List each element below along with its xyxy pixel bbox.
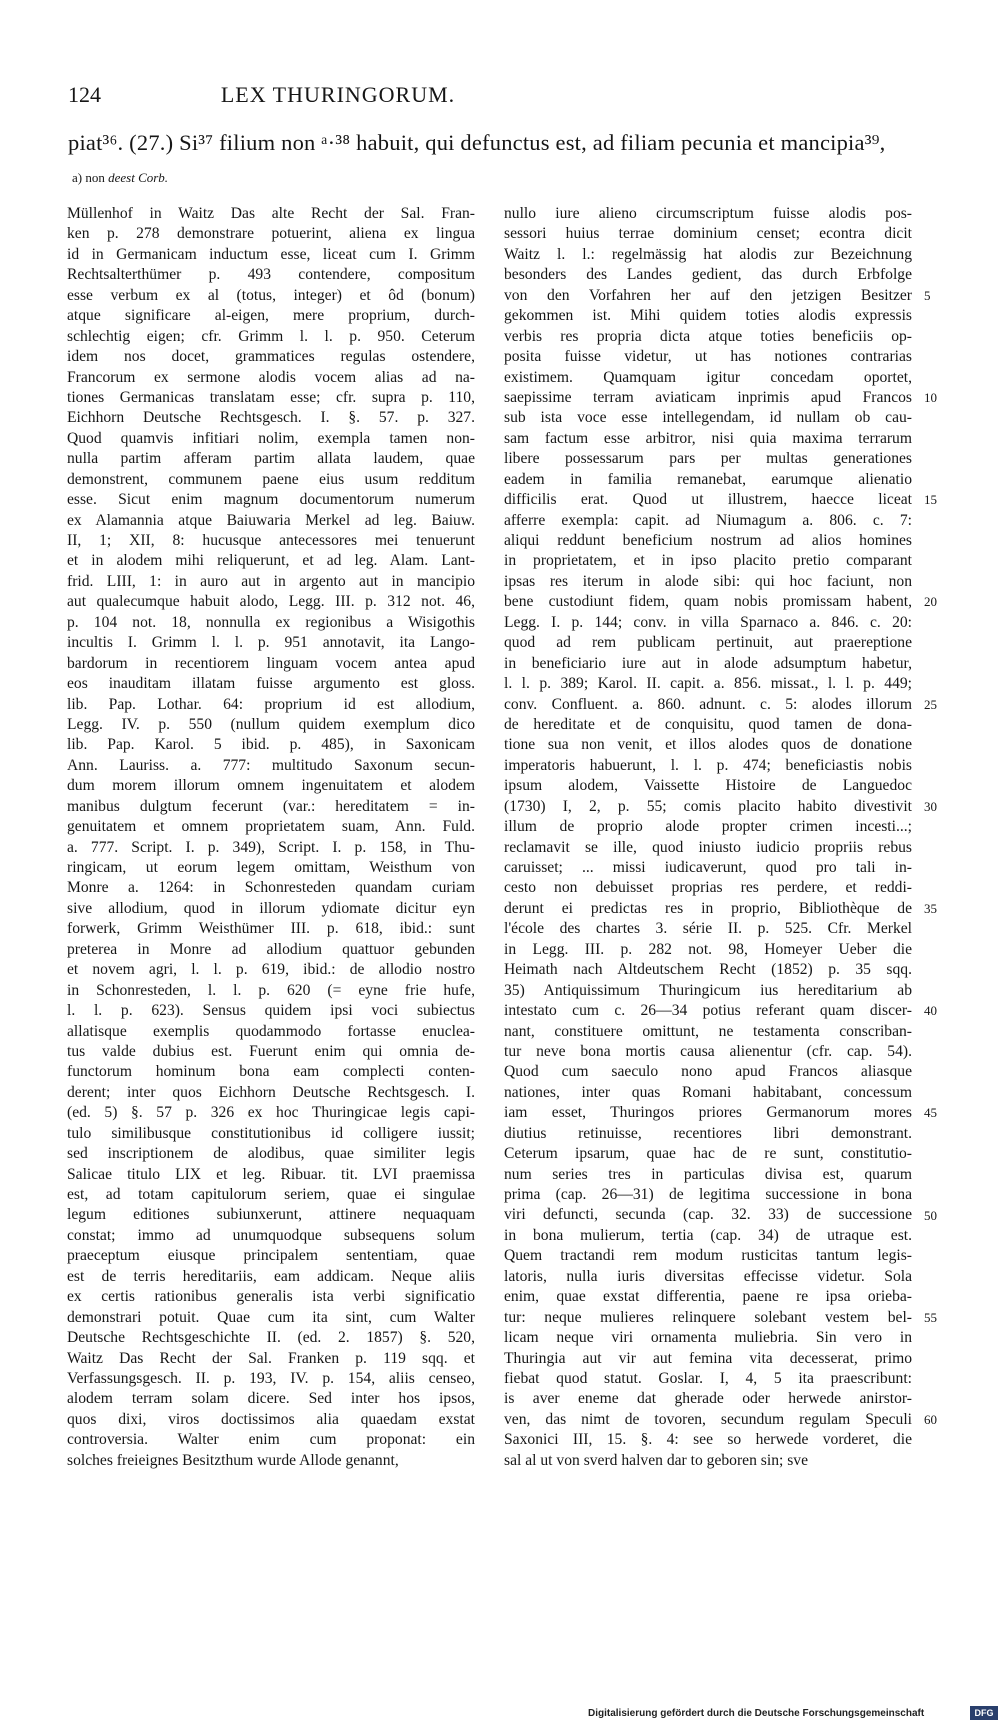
text-line: eadem in familia remanebat, earumque alienatio [504, 470, 912, 488]
text-line: bene custodiunt fidem, quam nobis promissam habent, [504, 593, 912, 611]
text-line: sub ista voce esse intellegendam, id nullam ob cau- [504, 409, 912, 427]
text-line: l. l. p. 389; Karol. II. capit. a. 856. missat., l. l. p. 449; [504, 675, 912, 693]
text-line: in proprietatem, et in ipso placito pretio comparant [504, 552, 912, 570]
text-line: demonstrari potuit. Quae cum ita sint, cum Walter [67, 1308, 475, 1326]
text-line: prima (cap. 26—31) de legitima successione in bona [504, 1186, 912, 1203]
page-number: 124 [68, 82, 101, 107]
text-line: incultis I. Grimm l. l. p. 951 annotavit, ita Lango- [67, 634, 475, 652]
text-line: Heimath nach Altdeutschem Recht (1852) p. 35 sqq. [504, 961, 912, 979]
text-line: esse verbum ex al (totus, integer) et ôd (bonum) [67, 286, 475, 304]
line-number: 40 [924, 1003, 937, 1019]
text-line: Salicae titulo LIX et leg. Ribuar. tit. LVI praemissa [67, 1165, 475, 1183]
text-line: tulo similibusque constitutionibus id colligere iussit; [67, 1124, 475, 1142]
text-line: genuitatem et omnem proprietatem suam, Ann. Fuld. [67, 818, 475, 836]
line-number: 55 [924, 1309, 937, 1325]
line-number: 35 [924, 900, 937, 916]
text-line: lib. Pap. Karol. 5 ibid. p. 485), in Saxonicam [67, 736, 475, 754]
line-number: 60 [924, 1411, 937, 1427]
text-line: ex Alamannia atque Baiuwaria Merkel ad leg. Baiuw. [67, 511, 475, 529]
line-number: 10 [924, 389, 937, 405]
text-line: conv. Confluent. a. 860. adnunt. c. 5: alodes illorum [504, 695, 912, 713]
text-line: praeceptum eiusque principalem sententiam, quae [67, 1247, 475, 1265]
text-line: tiones Germanicas translatam esse; cfr. supra p. 110, [67, 388, 475, 406]
footnote [72, 170, 168, 186]
text-line: viri defuncti, secunda (cap. 32. 33) de successione [504, 1206, 912, 1224]
text-line: ex certis rationibus generalis ista verbi significatio [67, 1288, 475, 1306]
text-line: forwerk, Grimm Weisthümer III. p. 618, ibid.: sunt [67, 920, 475, 938]
text-line: iam esset, Thuringos priores Germanorum mores [504, 1104, 912, 1122]
text-line: cesto non debuisset proprias res perdere, et reddi- [504, 879, 912, 897]
text-line: (ed. 5) §. 57 p. 326 ex hoc Thuringicae legis capi- [67, 1104, 475, 1122]
text-line: illum de proprio alode propter crimen incesti...; [504, 818, 912, 836]
text-line: atque significare al-eigen, mere proprium, durch- [67, 307, 475, 325]
text-line: Legg. IV. p. 550 (nullum quidem exemplum dico [67, 715, 475, 733]
text-line: besonders des Landes gedient, das durch Erbfolge [504, 266, 912, 284]
text-line: est de terris hereditariis, eam addicam. Neque aliis [67, 1267, 475, 1285]
text-line: a. 777. Script. I. p. 349), Script. I. p. 158, in Thu- [67, 838, 475, 856]
digitization-credit: Digitalisierung gefördert durch die Deutsche Forschungsgemeinschaft [588, 1708, 925, 1719]
text-line: Verfassungsgesch. II. p. 193, IV. p. 154, aliis censeo, [67, 1369, 475, 1387]
text-line: imperatoris habuerunt, l. l. p. 474; beneficiastis nobis [504, 756, 912, 774]
text-line: Thuringia aut vir aut femina vita decesserat, primo [504, 1349, 912, 1367]
text-line: Quod quamvis infitiari nolim, exempla tamen non- [67, 429, 475, 447]
text-line: Saxonici III, 15. §. 4: see so herwede vorderet, die [504, 1431, 912, 1449]
text-line: quod ad rem publicam pertinuit, aut praereptione [504, 634, 912, 652]
text-line: ven, das nimt de tovoren, secundum regulam Speculi [504, 1410, 912, 1428]
line-number: 15 [924, 492, 937, 508]
text-line: id in Germanicam inductum esse, liceat cum I. Grimm [67, 245, 475, 263]
text-line: caruisset; ... missi iudicaverunt, quod pro tali in- [504, 859, 912, 876]
text-line: existimem. Quamquam igitur concedam oportet, [504, 368, 912, 386]
page-header [68, 82, 608, 112]
text-line: demonstrent, communem paene eius usum redditum [67, 470, 475, 488]
text-line: p. 104 not. 18, nonnulla ex regionibus a Wisigothis [67, 613, 475, 631]
text-line: esse. Sicut enim magnum documentorum numerum [67, 491, 475, 509]
text-line: Legg. I. p. 144; conv. in villa Sparnaco a. 846. c. 20: [504, 613, 912, 631]
text-line: is aver eneme dat gherade oder herwede anirstor- [504, 1390, 912, 1408]
text-line: Ceterum ipsarum, quae hac de re sunt, constitutio- [504, 1145, 912, 1163]
text-line: sed inscriptionem de alodibus, quae similiter legis [67, 1145, 475, 1163]
text-line: Quod cum saeculo nono apud Francos aliasque [504, 1063, 912, 1081]
text-line: nationes, inter quas Romani habitabant, concessum [504, 1083, 912, 1101]
text-line: est, ad totam capitulorum seriem, quae ei singulae [67, 1186, 475, 1203]
text-line: tur neve bona mortis causa alienentur (cfr. cap. 54). [504, 1042, 912, 1060]
text-line: verbis res propria dicta atque toties beneficiis op- [504, 327, 912, 345]
text-line: sive allodium, quod in illorum ydiomate dicitur eyn [67, 899, 475, 917]
text-line: Eichhorn Deutsche Rechtsgesch. I. §. 57. p. 327. [67, 409, 475, 427]
line-number: 45 [924, 1105, 937, 1121]
text-line: bardorum in recentiorem linguam vocem antea apud [67, 654, 475, 672]
footnote-italic: deest Corb. [108, 170, 169, 185]
text-line: de hereditate et de conquisitu, quod tamen de dona- [504, 715, 912, 733]
text-line: libere possessarum pars per multas generationes [504, 450, 912, 468]
text-line: schlechtig eigen; cfr. Grimm l. l. p. 950. Ceterum [67, 327, 475, 345]
text-line: alodem terram solam dicere. Sed inter hos ipsos, [67, 1390, 475, 1408]
commentary-column-right [504, 204, 912, 1471]
text-line: eos inauditam illatam fuisse argumento est gloss. [67, 675, 475, 693]
footnote-marker: a) [72, 170, 83, 185]
text-line: intestato cum c. 26—34 potius referant quam discer- [504, 1002, 912, 1020]
text-line: num series tres in particulas divisa est, quarum [504, 1165, 912, 1183]
text-line: Quem tractandi rem modum rusticitas tantum legis- [504, 1247, 912, 1265]
text-line: idem nos docet, grammatices regulas ostendere, [67, 348, 475, 366]
text-line: functorum hominum bona eam complecti conten- [67, 1063, 475, 1081]
text-line: tione sua non venit, et illos alodes quos de donatione [504, 736, 912, 754]
text-line: tur: neque mulieres relinquere solebant vestem bel- [504, 1308, 912, 1326]
text-line: ken p. 278 demonstrare potuerint, aliena ex lingua [67, 225, 475, 243]
text-line: in Schonresteden, l. l. p. 620 (= eyne frie hufe, [67, 981, 475, 999]
text-line: fiebat quod statut. Goslar. I, 4, 5 ita praescribunt: [504, 1369, 912, 1387]
text-line: Müllenhof in Waitz Das alte Recht der Sal. Fran- [67, 205, 475, 222]
text-line: l'école des chartes 3. série II. p. 525. Cfr. Merkel [504, 920, 912, 938]
text-line: tus valde dubius est. Fuerunt enim qui omnia de- [67, 1042, 475, 1060]
text-line: derunt ei predictas res in proprio, Bibliothèque de [504, 899, 912, 917]
text-line: ipsas res iterum in alode sibi: qui hoc faciunt, non [504, 572, 912, 590]
text-line: et in alodem mihi reliquerunt, et ad leg. Alam. Lant- [67, 552, 475, 570]
line-number: 30 [924, 798, 937, 814]
text-line: diutius retinuisse, recentiores libri demonstrant. [504, 1124, 912, 1142]
text-line: quos dixi, viros doctissimos alia quaedam exstat [67, 1410, 475, 1428]
text-line: in Legg. III. p. 282 not. 98, Homeyer Ueber die [504, 940, 912, 958]
text-line: Ann. Lauriss. a. 777: multitudo Saxonum secun- [67, 756, 475, 774]
commentary-column-left [67, 204, 475, 1471]
text-line: l. l. p. 623). Sensus quidem ipsi voci subiectus [67, 1002, 475, 1020]
text-line: nant, constituere omittunt, ne testamenta conscriban- [504, 1022, 912, 1040]
text-line: Waitz Das Recht der Sal. Franken p. 119 sqq. et [67, 1349, 475, 1367]
text-line: ipsum alodem, Vaissette Histoire de Languedoc [504, 777, 912, 795]
text-line: 35) Antiquissimum Thuringicum ius hereditarium ab [504, 981, 912, 999]
text-line: legum editiones subiunxerunt, attinere nequaquam [67, 1206, 475, 1224]
text-line: in bona mulierum, tertia (cap. 34) de utraque est. [504, 1226, 912, 1244]
text-line: manibus dulgtum fecerunt (var.: hereditatem = in- [67, 797, 475, 815]
text-line: constat; immo ad unumquodque subsequens solum [67, 1226, 475, 1244]
footnote-text: non [85, 170, 105, 185]
text-line: et novem agri, l. l. p. 619, ibid.: de allodio nostro [67, 961, 475, 979]
text-line: von den Vorfahren her auf den jetzigen Besitzer [504, 286, 912, 304]
text-line: aut qualecumque habuit alodo, Legg. III. p. 312 not. 46, [67, 593, 475, 611]
text-line: preterea in Monre ad allodium quattuor gebunden [67, 940, 475, 958]
text-line: ringicam, ut eorum legem omittam, Weisthum von [67, 859, 475, 876]
text-line: sal al ut von sverd halven dar to geboren sin; sve [504, 1451, 809, 1469]
text-line: frid. LIII, 1: in auro aut in argento aut in mancipio [67, 572, 475, 590]
text-line: lib. Pap. Lothar. 64: proprium id est allodium, [67, 695, 475, 713]
running-title: LEX THURINGORUM. [220, 82, 456, 107]
text-line: enim, quae exstat differentia, paene re ipsa orieba- [504, 1288, 912, 1306]
text-line: nulla partim afferam partim allata laudem, quae [67, 450, 475, 468]
text-line: Monre a. 1264: in Schonresteden quandam curiam [67, 879, 475, 897]
line-number: 20 [924, 594, 937, 610]
text-line: posita fuisse videtur, ut has notiones contrarias [504, 348, 912, 366]
text-line: Deutsche Rechtsgeschichte II. (ed. 2. 1857) §. 520, [67, 1329, 475, 1347]
text-line: in beneficiario iure aut in alode adsumptum habetur, [504, 654, 912, 672]
text-line: Rechtsalterthümer p. 493 contendere, compositum [67, 266, 475, 284]
text-line: sessori huius terrae dominium censet; econtra dicit [504, 225, 912, 243]
text-line: aliqui reddunt beneficium nostrum ad alios homines [504, 532, 912, 549]
line-number: 25 [924, 696, 937, 712]
text-line: controversia. Walter enim cum proponat: ein [67, 1431, 475, 1449]
text-line: licam neque viri ornamenta muliebria. Sin vero in [504, 1329, 912, 1347]
text-line: nullo iure alieno circumscriptum fuisse alodis pos- [504, 205, 912, 222]
text-line: II, 1; XII, 8: hucusque antecessores mei tenuerunt [67, 532, 475, 549]
text-line: Francorum ex sermone alodis vocem alias ad na- [67, 368, 475, 386]
text-line: latoris, nulla iuris diversitas effecisse videtur. Sola [504, 1267, 912, 1285]
text-line: derent; inter quos Eichhorn Deutsche Rechtsgesch. I. [67, 1083, 475, 1101]
text-line: sam factum esse arbitror, nisi quia maxima terrarum [504, 429, 912, 447]
text-line: saepissime terram aviaticam inprimis apud Francos [504, 388, 912, 406]
text-line: dum morem illorum omnem ingenuitatem et alodem [67, 777, 475, 795]
text-line: gekommen ist. Mihi quidem toties alodis expressis [504, 307, 912, 325]
main-text-line: piat³⁶. (27.) Si³⁷ filium non ᵃ·³⁸ habuit, qui defunctus est, ad filiam pecunia et mancipia³⁹, [68, 130, 886, 155]
text-line: (1730) I, 2, p. 55; comis placito habito divestivit [504, 797, 912, 815]
dfg-logo: DFG [970, 1706, 998, 1720]
text-line: solches freieignes Besitzthum wurde Allode genannt, [67, 1451, 399, 1469]
text-line: Waitz l. l.: regelmässig hat alodis zur Bezeichnung [504, 245, 912, 263]
line-number: 50 [924, 1207, 937, 1223]
text-line: allatisque exemplis quodammodo fortasse enuclea- [67, 1022, 475, 1040]
text-line: difficilis erat. Quod ut illustrem, haecce liceat [504, 491, 912, 509]
text-line: afferre exempla: capit. ad Niumagum a. 806. c. 7: [504, 511, 912, 529]
text-line: reclamavit se ille, quod iniusto iudicio propriis rebus [504, 838, 912, 856]
line-number: 5 [924, 287, 931, 303]
